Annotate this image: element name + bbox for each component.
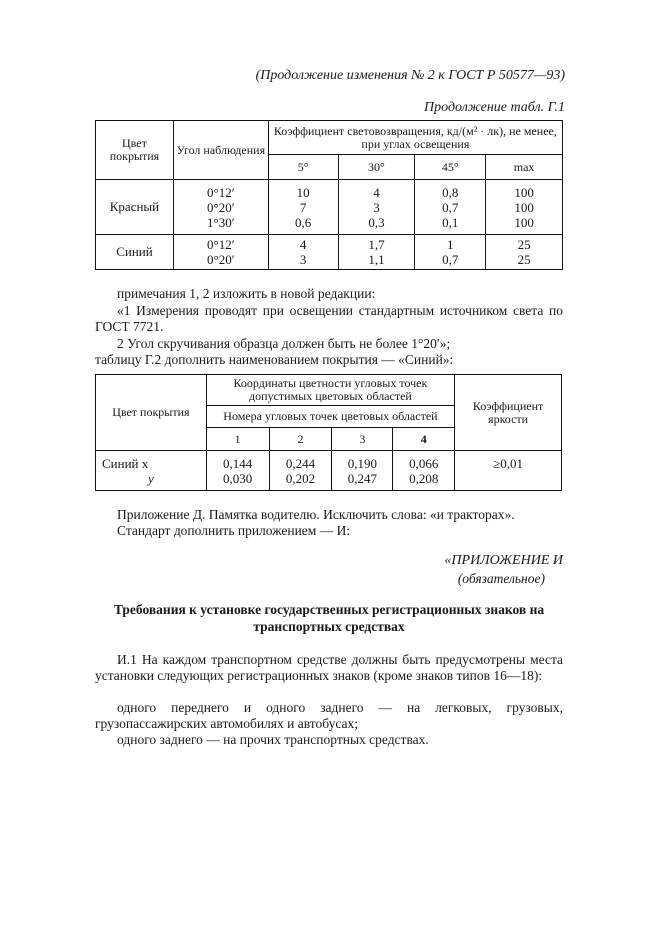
col-point-2: 2 (269, 428, 332, 451)
col-point-1: 1 (206, 428, 269, 451)
header-color: Цвет покрытия (96, 375, 207, 451)
row-30deg: 4 3 0,3 (338, 180, 415, 235)
col-max: max (486, 155, 563, 180)
header-color: Цвет покрытия (96, 121, 174, 180)
row-45deg: 0,8 0,7 0,1 (415, 180, 486, 235)
paragraph-appendix-d: Приложение Д. Памятка водителю. Исключить слова: «и тракторах». (117, 507, 515, 522)
paragraph-i1: И.1 На каждом транспортном средстве должны быть предусмотрены места установки следующих регистрационных знаков (кроме знаков типов 16—18): (95, 652, 563, 683)
row-angles: 0°12′ 0°20′ 1°30′ (173, 180, 268, 235)
table-continuation-label: Продолжение табл. Г.1 (424, 100, 565, 115)
appendix-title: «ПРИЛОЖЕНИЕ И (444, 553, 563, 568)
paragraph-note-1: «1 Измерения проводят при освещении стандартным источником света по ГОСТ 7721. (95, 303, 563, 334)
retroreflection-table (95, 120, 563, 270)
row-color: Красный (96, 180, 174, 235)
row-point-1: 0,144 0,030 (206, 451, 269, 491)
paragraph-front-rear: одного переднего и одного заднего — на легковых, грузовых, грузопассажирских автомобилях и автобусах; (95, 700, 563, 731)
row-color: Синий (96, 235, 174, 270)
row-point-3: 0,190 0,247 (332, 451, 393, 491)
paragraph-note-2: 2 Угол скручивания образца должен быть не более 1°20′»; (117, 336, 451, 351)
row-color: Синий x y (96, 451, 207, 491)
col-point-4: 4 (393, 428, 455, 451)
appendix-heading: Требования к установке государственных регистрационных знаков на транспортных средствах (113, 602, 545, 634)
col-5deg: 5° (268, 155, 338, 180)
appendix-subtitle: (обязательное) (457, 571, 545, 586)
header-angle: Угол наблюдения (173, 121, 268, 180)
row-5deg: 4 3 (268, 235, 338, 270)
row-angles: 0°12′ 0°20′ (173, 235, 268, 270)
row-point-4: 0,066 0,208 (393, 451, 455, 491)
header-brightness: Коэффициент яркости (455, 375, 562, 451)
paragraph-table-g2: таблицу Г.2 дополнить наименованием покрытия — «Синий»: (95, 352, 454, 367)
col-30deg: 30° (338, 155, 415, 180)
row-30deg: 1,7 1,1 (338, 235, 415, 270)
header-point-numbers: Номера угловых точек цветовых областей (206, 406, 454, 428)
paragraph-notes: примечания 1, 2 изложить в новой редакции: (117, 286, 376, 301)
paragraph-add-appendix: Стандарт дополнить приложением — И: (117, 523, 351, 538)
paragraph-rear-only: одного заднего — на прочих транспортных средствах. (117, 732, 429, 747)
header-coefficient: Коэффициент световозвращения, кд/(м² · лк), не менее, при углах освещения (268, 121, 562, 155)
header-coordinates: Координаты цветности угловых точек допустимых цветовых областей (206, 375, 454, 406)
row-max: 25 25 (486, 235, 563, 270)
row-45deg: 1 0,7 (415, 235, 486, 270)
table-row (96, 451, 562, 491)
table-row (96, 235, 563, 270)
col-45deg: 45° (415, 155, 486, 180)
row-max: 100 100 100 (486, 180, 563, 235)
row-brightness: ≥0,01 (455, 451, 562, 491)
row-point-2: 0,244 0,202 (269, 451, 332, 491)
col-point-3: 3 (332, 428, 393, 451)
chromaticity-table (95, 374, 562, 491)
continuation-header: (Продолжение изменения № 2 к ГОСТ Р 50577—93) (255, 68, 565, 83)
table-row (96, 180, 563, 235)
row-5deg: 10 7 0,6 (268, 180, 338, 235)
